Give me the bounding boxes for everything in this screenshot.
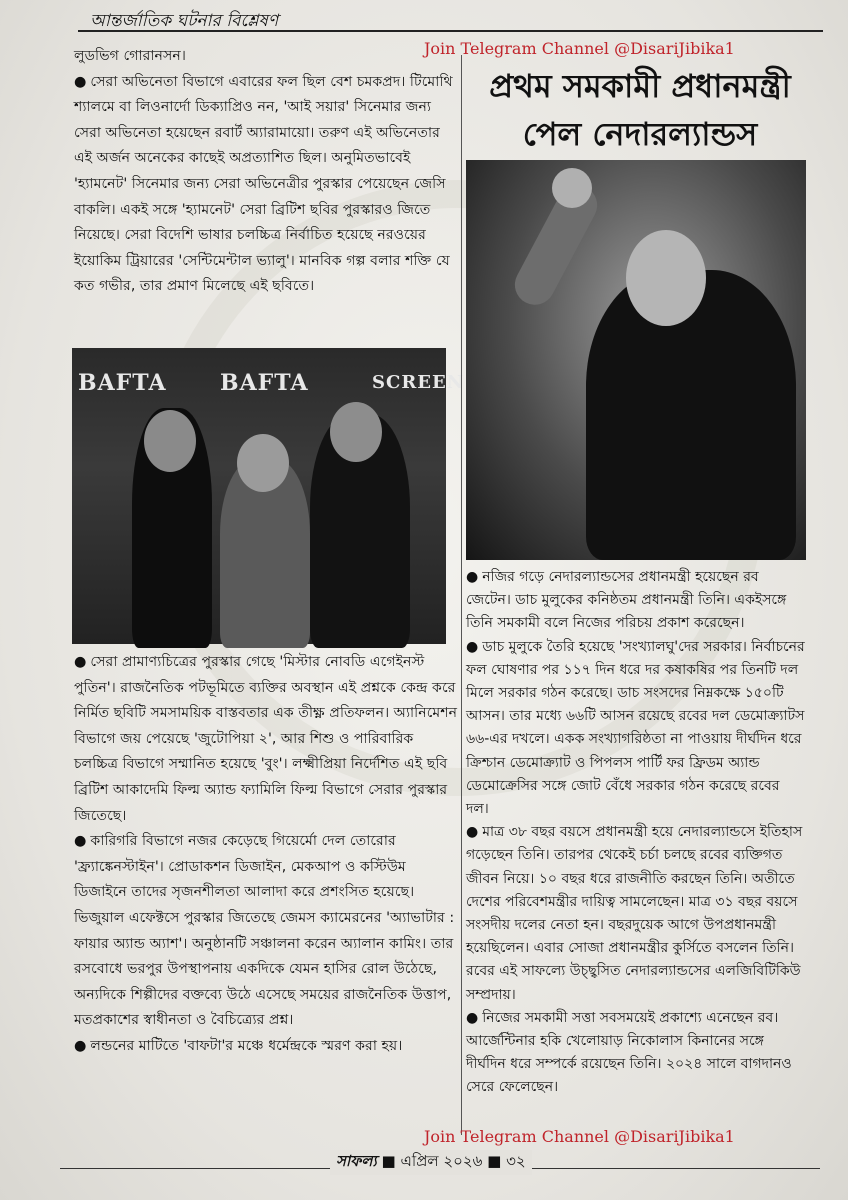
bafta-logo: BAFTA	[78, 370, 167, 396]
bullet-icon: ●	[466, 824, 479, 841]
issue-month: এপ্রিল ২০২৬	[400, 1152, 483, 1170]
person-face	[330, 402, 382, 462]
telegram-watermark-bottom: Join Telegram Channel @DisariJibika1	[424, 1127, 735, 1146]
bullet-icon: ●	[74, 833, 87, 850]
person-face	[237, 434, 289, 492]
column-divider	[461, 55, 462, 1135]
bullet-icon: ●	[466, 569, 479, 585]
prime-minister-photo	[466, 160, 806, 560]
bafta-photo	[72, 348, 465, 644]
bafta-logo: BAFTA	[220, 370, 309, 396]
square-separator-icon: ■	[381, 1152, 396, 1170]
right-column-text	[466, 566, 806, 1100]
person-face	[144, 410, 196, 472]
left-column-bottom	[74, 650, 460, 1060]
bullet-icon: ●	[466, 1009, 479, 1026]
paragraph	[466, 821, 806, 1007]
bullet-icon: ●	[74, 1037, 87, 1054]
paragraph	[466, 566, 806, 636]
paragraph-text: কারিগরি বিভাগে নজর কেড়েছে গিয়ের্মো দেল তোরোর 'ফ্র্যাঙ্কেনস্টাইন'। প্রোডাকশন ডিজাইন, মেকআপ ও কস্টিউম ডিজাইনে তাদের সৃজনশীলতা আলাদা করে প্রশংসিত হয়েছে। ভিজুয়াল এফেক্টসে পুরস্কার জিতেছে জেমস ক্যামেরনের 'অ্যাভাটার : ফায়ার অ্যান্ড অ্যাশ'। অনুষ্ঠানটি সঞ্চালনা করেন অ্যালান কামিং। তার রসবোধে ভরপুর উপস্থাপনায় একদিকে যেমন হাসির রোল উঠেছে, অন্যদিকে শিল্পীদের বক্তব্যে উঠে এসেছে সময়ের রাজনৈতিক উত্তাপ, মতপ্রকাশের স্বাধীনতা ও বৈচিত্র্যের প্রশ্ন।	[74, 833, 455, 1029]
magazine-brand: সাফল্য	[336, 1152, 377, 1170]
paragraph-text: সেরা অভিনেতা বিভাগে এবারের ফল ছিল বেশ চমকপ্রদ। টিমোথি শ্যালমে বা লিওনার্দো ডিক্যাপ্রিও নন, 'আই সয়ার' সিনেমার জন্য সেরা অভিনেতা হয়েছেন রবার্ট অ্যারামায়ো। তরুণ এই অভিনেতার এই অর্জন অনেকের কাছেই অপ্রত্যাশিত ছিল। অনুমিতভাবেই 'হ্যামনেট' সিনেমার জন্য সেরা অভিনেত্রীর পুরস্কার পেয়েছেন জেসি বাকলি। একই সঙ্গে 'হ্যামনেট' সেরা ব্রিটিশ ছবির পুরস্কারও জিতে নিয়েছে। সেরা বিদেশি ভাষার চলচ্চিত্র নির্বাচিত হয়েছে নরওয়ের ইয়োকিম ট্রিয়ারের 'সেন্টিমেন্টাল ভ্যালু'। মানবিক গল্প বলার শক্তি যে কত গভীর, তার প্রমাণ মিলেছে এই ছবিতে।	[74, 73, 453, 295]
page-number: ৩২	[506, 1152, 526, 1170]
paragraph	[74, 650, 460, 829]
bullet-icon: ●	[74, 73, 87, 90]
left-column-top	[74, 44, 460, 300]
paragraph-text: নজির গড়ে নেদারল্যান্ডসের প্রধানমন্ত্রী হয়েছেন রব জেটেন। ডাচ মুলুকের কনিষ্ঠতম প্রধানমন্ত্রী তিনি। একইসঙ্গে তিনি সমকামী বলে নিজের পরিচয় প্রকাশ করেছেন।	[466, 569, 787, 632]
square-separator-icon: ■	[487, 1152, 502, 1170]
paragraph-text: নিজের সমকামী সত্তা সবসময়েই প্রকাশ্যে এনেছেন রব। আর্জেন্টিনার হকি খেলোয়াড় নিকোলাস কিনানের সঙ্গে দীর্ঘদিন ধরে সম্পর্কে রয়েছেন তিনি। ২০২৪ সালে বাগদানও সেরে ফেলেছেন।	[466, 1009, 792, 1096]
paragraph	[466, 636, 806, 822]
paragraph	[466, 1007, 806, 1100]
page-footer	[330, 1150, 532, 1175]
bullet-icon: ●	[74, 654, 87, 670]
paragraph-text: সেরা প্রামাণ্যচিত্রের পুরস্কার গেছে 'মিস্টার নোবডি এগেইনস্ট পুতিন'। রাজনৈতিক পটভূমিতে ব্যক্তির অবস্থান এই প্রশ্নকে কেন্দ্র করে নির্মিত ছবিটি সমসাময়িক বাস্তবতার এক তীক্ষ্ণ প্রতিফলন। অ্যানিমেশন বিভাগে জয় পেয়েছে 'জুটোপিয়া ২', আর শিশু ও পারিবারিক চলচ্চিত্র বিভাগে সম্মানিত হয়েছে 'বুং'। লক্ষ্মীপ্রিয়া নির্দেশিত এই ছবি ব্রিটিশ আকাদেমি ফিল্ম অ্যান্ড ফ্যামিলি ফিল্ম বিভাগে সেরার পুরস্কার জিতেছে।	[74, 654, 458, 824]
paragraph	[74, 1034, 460, 1060]
intro-line: লুডভিগ গোরানসন।	[74, 48, 186, 64]
paragraph-text: ডাচ মুলুকে তৈরি হয়েছে 'সংখ্যালঘু'দের সরকার। নির্বাচনের ফল ঘোষণার পর ১১৭ দিন ধরে দর কষাকষির পর তিনটি দল মিলে সরকার গঠন করেছে। ডাচ সংসদের নিম্নকক্ষে ১৫০টি আসন। তার মধ্যে ৬৬টি আসন রয়েছে রবের দল ডেমোক্র্যাটস ৬৬-এর দখলে। একক সংখ্যাগরিষ্ঠতা না পাওয়ায় দীর্ঘদিন ধরে ক্রিশ্চান ডেমোক্র্যাট ও পিপলস পার্টি ফর ফ্রিডম অ্যান্ড ডেমোক্রেসির সঙ্গে জোট বেঁধে সরকার গঠন করেছে রবের দল।	[466, 638, 805, 818]
article-headline: প্রথম সমকামী প্রধানমন্ত্রী পেল নেদারল্যান্ডস	[489, 67, 791, 153]
paragraph	[74, 829, 460, 1034]
person-face	[626, 230, 706, 326]
paragraph-text: লন্ডনের মাটিতে 'বাফটা'র মঞ্চে ধর্মেন্দ্রকে স্মরণ করা হয়।	[90, 1037, 403, 1054]
paragraph-text: মাত্র ৩৮ বছর বয়সে প্রধানমন্ত্রী হয়ে নেদারল্যান্ডসে ইতিহাস গড়েছেন তিনি। তারপর থেকেই চর্চা চলছে রবের ব্যক্তিগত জীবন নিয়ে। ১০ বছর ধরে রাজনীতি করছেন তিনি। অতীতে দেশের পরিবেশমন্ত্রীর দায়িত্ব সামলেছেন। মাত্র ৩১ বছর বয়সে সংসদীয় দলের নেতা হন। বছরদুয়েক আগে উপপ্রধানমন্ত্রী হয়েছিলেন। এবার সোজা প্রধানমন্ত্রীর কুর্সিতে বসলেন তিনি। রবের এই সাফল্যে উচ্ছ্বসিত নেদারল্যান্ডসের এলজিবিটিকিউ সম্প্রদায়।	[466, 824, 803, 1003]
section-title: আন্তর্জাতিক ঘটনার বিশ্লেষণ	[90, 11, 279, 31]
paragraph	[74, 70, 460, 300]
raised-fist	[552, 168, 592, 208]
telegram-watermark-top: Join Telegram Channel @DisariJibika1	[424, 39, 735, 58]
bafta-logo: SCREEN	[372, 372, 465, 393]
bullet-icon: ●	[466, 638, 479, 655]
